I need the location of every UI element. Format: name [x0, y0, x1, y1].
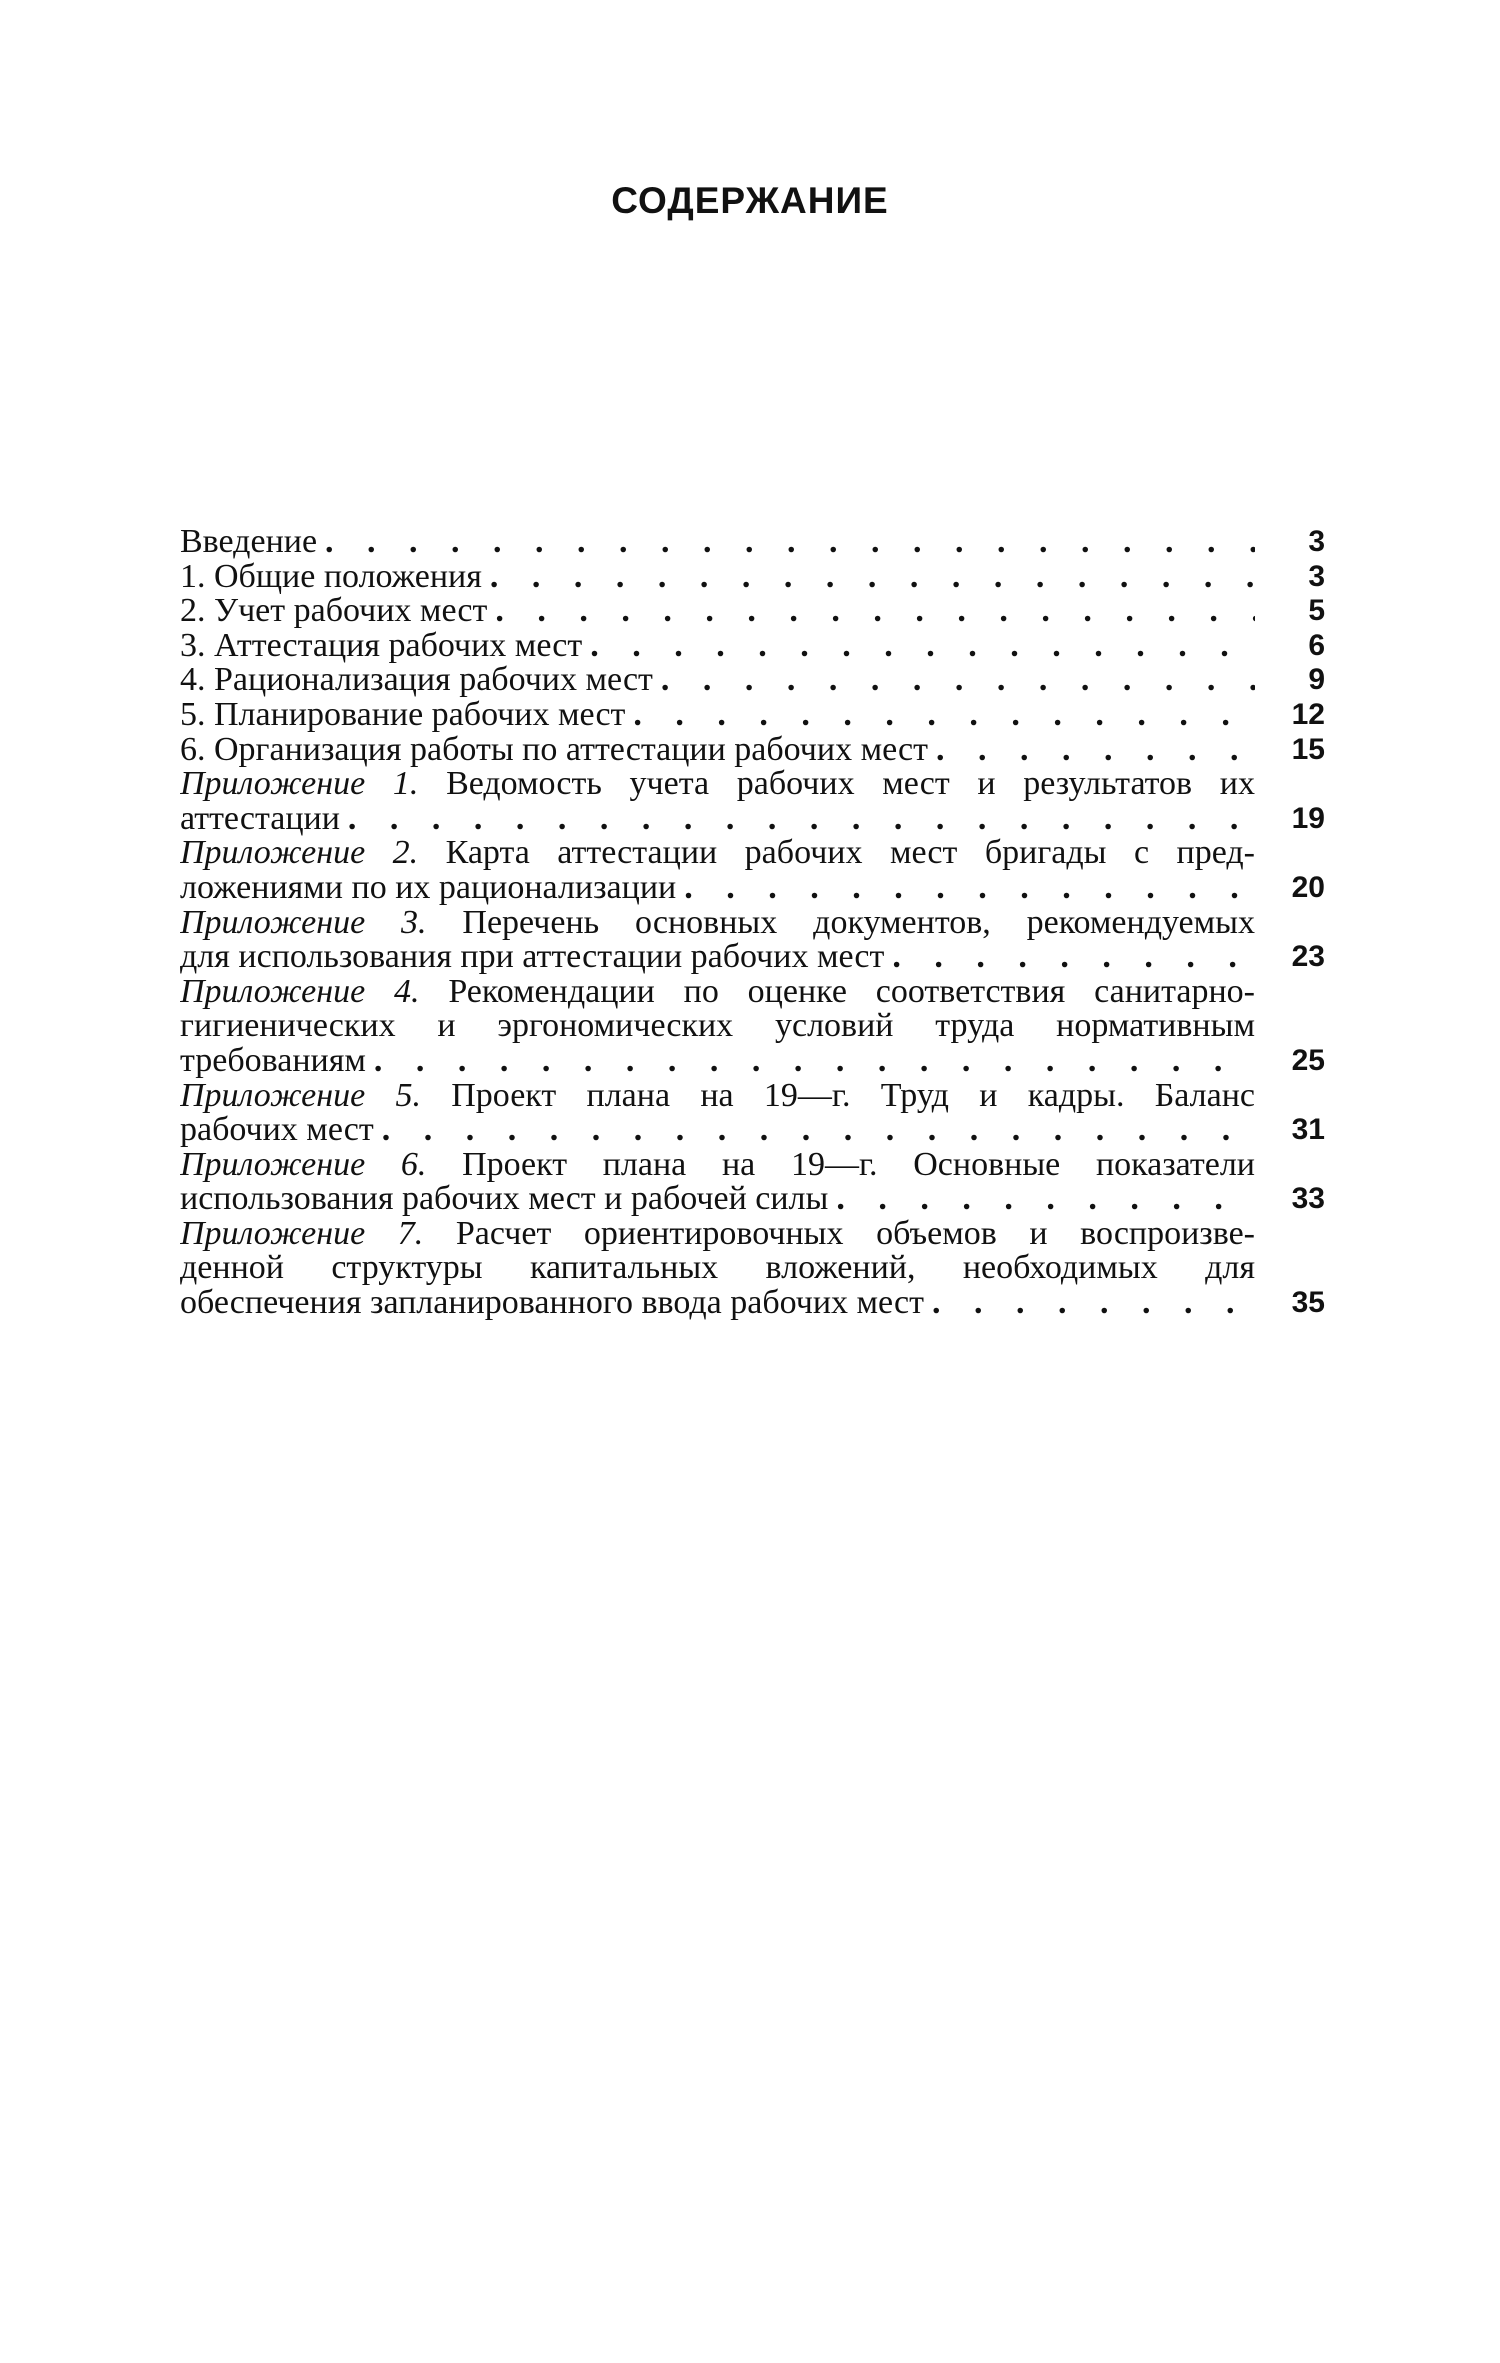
toc-entry-text — [180, 1182, 828, 1217]
page-number: 12 — [1291, 697, 1325, 731]
toc-entry-line — [180, 975, 1255, 1010]
toc-entry-title: Карта аттестации рабочих мест бригады с пред- — [418, 836, 1255, 871]
page-number: 15 — [1291, 732, 1325, 766]
dot-leader — [317, 525, 1255, 560]
page-number: 9 — [1308, 663, 1325, 697]
toc-entry-text — [180, 1044, 366, 1079]
dot-leader — [928, 733, 1255, 768]
toc-entry — [180, 1079, 1325, 1148]
toc-entry-text — [180, 836, 1255, 871]
toc-entry-title: требованиям — [180, 1043, 366, 1079]
dot-leader — [374, 1113, 1255, 1148]
toc-entry-line — [180, 1182, 1255, 1217]
toc-entry-text — [180, 1148, 1255, 1183]
toc-entry-line — [180, 560, 1255, 595]
appendix-label: Приложение 7. — [180, 1216, 424, 1252]
toc-entry-title: 5. Планирование рабочих мест — [180, 697, 626, 733]
appendix-label: Приложение 2. — [180, 836, 419, 871]
page-number: 33 — [1291, 1182, 1325, 1216]
toc-entry-text — [180, 871, 676, 906]
toc-entry-text — [180, 733, 928, 768]
toc-entry-title: Ведомость учета рабочих мест и результатов их — [418, 767, 1255, 802]
toc-entry-title: Расчет ориентировочных объемов и воспроизве- — [423, 1216, 1255, 1252]
toc-entry-text — [180, 1286, 924, 1321]
toc-entry-title: Проект плана на 19—г. Труд и кадры. Баланс — [420, 1078, 1255, 1114]
toc-entry-title: 4. Рационализация рабочих мест — [180, 663, 653, 698]
page-number: 5 — [1308, 594, 1325, 628]
toc-entry-text — [180, 940, 884, 975]
toc-entry-line — [180, 1009, 1255, 1044]
toc-entry-line — [180, 1113, 1255, 1148]
toc-entry-text — [180, 560, 482, 595]
toc-entry — [180, 663, 1325, 698]
toc-entry-line — [180, 698, 1255, 733]
dot-leader — [487, 594, 1255, 629]
appendix-label: Приложение 4. — [180, 974, 420, 1010]
page-number: 23 — [1291, 940, 1325, 974]
page-number: 20 — [1291, 870, 1325, 904]
toc-entry-title: Перечень основных документов, рекомендуемых — [426, 905, 1255, 941]
toc-entry-line — [180, 1286, 1255, 1321]
toc-entry-text — [180, 594, 487, 629]
dot-leader — [366, 1044, 1255, 1079]
toc-entry-line — [180, 940, 1255, 975]
toc-entry-title: 3. Аттестация рабочих мест — [180, 628, 583, 664]
toc-entry-title: денной структуры капитальных вложений, необходимых для — [180, 1251, 1255, 1287]
toc-entry — [180, 525, 1325, 560]
toc-entry-title: аттестации — [180, 801, 340, 837]
toc-entry-title: использования рабочих мест и рабочей силы — [180, 1182, 829, 1217]
toc-entry-title: 1. Общие положения — [180, 559, 482, 595]
page-number: 3 — [1308, 525, 1325, 558]
dot-leader — [924, 1286, 1255, 1321]
appendix-label: Приложение 6. — [180, 1147, 427, 1183]
table-of-contents — [180, 525, 1325, 1321]
toc-entry-line — [180, 1251, 1255, 1286]
toc-entry-text — [180, 1079, 1255, 1114]
toc-entry-text — [180, 767, 1255, 802]
toc-entry — [180, 975, 1325, 1079]
toc-entry-text — [180, 663, 653, 698]
toc-entry — [180, 767, 1325, 836]
toc-entry-title: Введение — [180, 525, 318, 560]
dot-leader — [340, 802, 1255, 837]
toc-entry-text — [180, 802, 340, 837]
toc-entry — [180, 1217, 1325, 1321]
toc-entry — [180, 629, 1325, 664]
page-number: 25 — [1291, 1043, 1325, 1077]
toc-entry-line — [180, 767, 1255, 802]
toc-entry-line — [180, 802, 1255, 837]
toc-entry — [180, 1148, 1325, 1217]
appendix-label: Приложение 1. — [180, 767, 419, 802]
toc-entry-title: рабочих мест — [180, 1113, 374, 1148]
toc-entry-title: гигиенических и эргономических условий труда нормативным — [180, 1009, 1255, 1044]
dot-leader — [676, 871, 1255, 906]
page-number: 6 — [1308, 628, 1325, 662]
toc-entry-text — [180, 1251, 1255, 1286]
toc-entry-line — [180, 663, 1255, 698]
toc-entry-line — [180, 594, 1255, 629]
dot-leader — [884, 940, 1255, 975]
toc-entry-line — [180, 1148, 1255, 1183]
toc-entry-title: Рекомендации по оценке соответствия санитарно- — [419, 974, 1255, 1010]
dot-leader — [828, 1182, 1255, 1217]
toc-entry-text — [180, 975, 1255, 1010]
toc-entry-title: ложениями по их рационализации — [180, 870, 677, 906]
toc-entry-line — [180, 871, 1255, 906]
toc-entry-text — [180, 629, 582, 664]
toc-entry-line — [180, 1217, 1255, 1252]
page-title: СОДЕРЖАНИЕ — [611, 180, 889, 221]
page-number: 3 — [1308, 559, 1325, 593]
toc-entry — [180, 836, 1325, 905]
toc-entry — [180, 560, 1325, 595]
toc-entry-text — [180, 525, 317, 560]
toc-entry — [180, 733, 1325, 768]
toc-entry-line — [180, 733, 1255, 768]
appendix-label: Приложение 3. — [180, 905, 427, 941]
toc-entry-text — [180, 1009, 1255, 1044]
toc-entry-title: Проект плана на 19—г. Основные показатели — [426, 1147, 1255, 1183]
toc-entry — [180, 698, 1325, 733]
toc-entry-text — [180, 906, 1255, 941]
dot-leader — [625, 698, 1255, 733]
dot-leader — [482, 560, 1255, 595]
toc-entry — [180, 594, 1325, 629]
toc-entry-line — [180, 629, 1255, 664]
toc-entry — [180, 906, 1325, 975]
page-number: 19 — [1291, 801, 1325, 835]
toc-entry-text — [180, 698, 625, 733]
toc-entry-title: для использования при аттестации рабочих мест — [180, 940, 885, 975]
toc-entry-line — [180, 836, 1255, 871]
toc-entry-text — [180, 1113, 374, 1148]
toc-entry-line — [180, 1079, 1255, 1114]
dot-leader — [653, 663, 1255, 698]
toc-entry-text — [180, 1217, 1255, 1252]
appendix-label: Приложение 5. — [180, 1078, 421, 1114]
dot-leader — [582, 629, 1255, 664]
toc-entry-title: 2. Учет рабочих мест — [180, 594, 488, 629]
page-number: 35 — [1291, 1286, 1325, 1320]
toc-entry-title: 6. Организация работы по аттестации рабочих мест — [180, 732, 928, 768]
toc-entry-line — [180, 525, 1255, 560]
toc-entry-line — [180, 1044, 1255, 1079]
page-number: 31 — [1291, 1113, 1325, 1147]
toc-entry-line — [180, 906, 1255, 941]
toc-entry-title: обеспечения запланированного ввода рабочих мест — [180, 1286, 924, 1321]
